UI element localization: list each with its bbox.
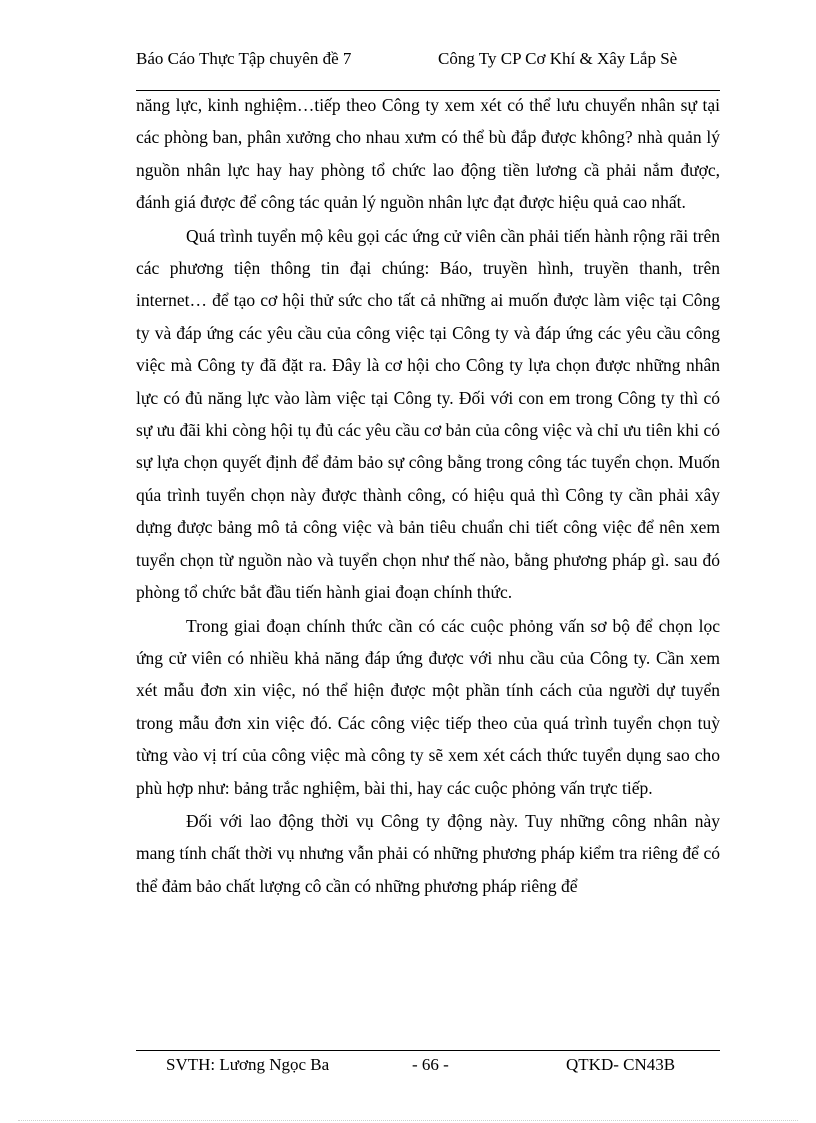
footer-class-code: QTKD- CN43B (566, 1055, 676, 1074)
footer-divider (136, 1050, 720, 1051)
page-footer (136, 1055, 720, 1079)
footer-author: SVTH: Lương Ngọc Ba (166, 1055, 330, 1074)
header-company-name: Công Ty CP Cơ Khí & Xây Lắp Sè (438, 49, 678, 68)
footer-page-number: - 66 - (412, 1055, 449, 1074)
paragraph-1: năng lực, kinh nghiệm…tiếp theo Công ty xem xét có thể lưu chuyển nhân sự tại các phòng ban, phân xưởng cho nhau xưm có thể bù đắp được không? nhà quản lý nguồn nhân lực hay hay phòng tổ chức lao động tiền lương cầ phải nắm được, đánh giá được để công tác quản lý nguồn nhân lực đạt được hiệu quả cao nhất. (136, 95, 720, 213)
page-bottom-edge (18, 1120, 798, 1121)
document-body (136, 89, 720, 903)
page-header (136, 49, 720, 89)
paragraph-4: Đối với lao động thời vụ Công ty động này. Tuy những công nhân này mang tính chất thời vụ nhưng vẫn phải có những phương pháp kiểm tra riêng để có thể đảm bảo chất lượng cô cần có những phương pháp riêng để (136, 810, 720, 896)
paragraph-2: Quá trình tuyển mộ kêu gọi các ứng cử viên cần phải tiến hành rộng rãi trên các phương tiện thông tin đại chúng: Báo, truyền hình, truyền thanh, trên internet… để tạo cơ hội thử sức cho tất cả những ai muốn được làm việc tại Công ty và đáp ứng các yêu cầu của công việc tại Công ty và đáp ứng các yêu cầu công việc mà Công ty đã đặt ra. Đây là cơ hội cho Công ty lựa chọn được những nhân lực có đủ năng lực vào làm việc tại Công ty. Đối với con em trong Công ty thì có sự ưu đãi khi còng hội tụ đủ các yêu cầu cơ bản của công việc và chỉ ưu tiên khi có sự lựa chọn quyết định để đảm bảo sự công bằng trong công tác tuyển chọn. Muốn qúa trình tuyển chọn này được thành công, có hiệu quả thì Công ty cần phải xây dựng được bảng mô tả công việc và bản tiêu chuẩn chi tiết công việc để nên xem tuyển chọn từ nguồn nào và tuyển chọn như thế nào, bằng phương pháp gì. sau đó phòng tổ chức bắt đầu tiến hành giai đoạn chính thức. (136, 225, 720, 603)
header-report-title: Báo Cáo Thực Tập chuyên đề 7 (136, 49, 352, 68)
paragraph-3: Trong giai đoạn chính thức cần có các cuộc phỏng vấn sơ bộ để chọn lọc ứng cử viên có nhiều khả năng đáp ứng được với nhu cầu của Công ty. Cần xem xét mẫu đơn xin việc, nó thể hiện được một phần tính cách của người dự tuyển trong mẫu đơn xin việc đó. Các công việc tiếp theo của quá trình tuyển chọn tuỳ từng vào vị trí của công việc mà công ty sẽ xem xét cách thức tuyển dụng sao cho phù hợp như: bảng trắc nghiệm, bài thi, hay các cuộc phỏng vấn trực tiếp. (136, 615, 720, 798)
